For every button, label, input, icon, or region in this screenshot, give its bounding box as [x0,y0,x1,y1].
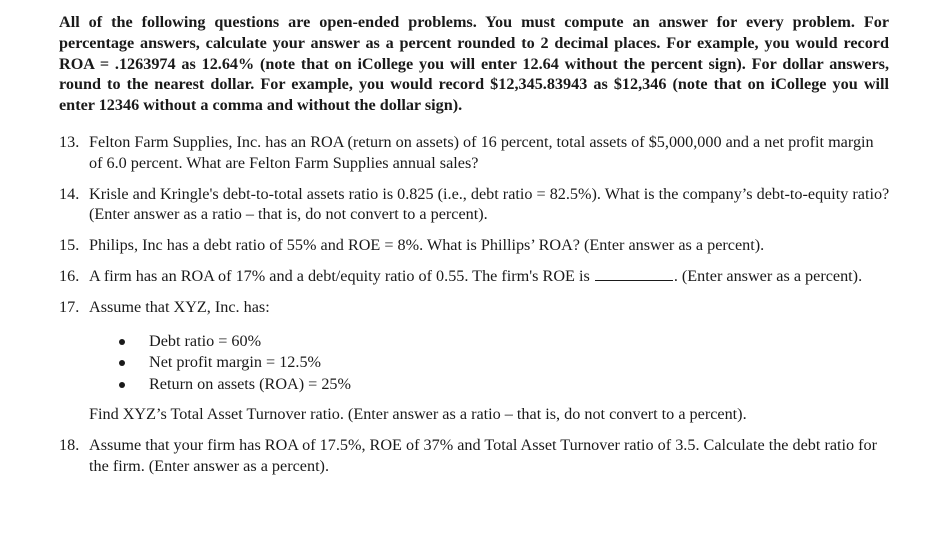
question-text-before-blank: A firm has an ROA of 17% and a debt/equity ratio of 0.55. The firm's ROE is [89,266,590,285]
question-text: Assume that your firm has ROA of 17.5%, ROE of 37% and Total Asset Turnover ratio of 3.5. Calculate the debt ratio for the firm. (Enter answer as a percent). [89,435,878,475]
question-text-after-blank: . (Enter answer as a percent). [673,266,863,285]
bullet-icon [119,360,125,366]
question-16 [59,266,890,287]
question-number: 18. [59,435,80,454]
question-text: Assume that XYZ, Inc. has: [89,297,270,316]
list-item [89,374,890,396]
list-item-text: Return on assets (ROA) = 25% [149,374,352,393]
list-item [89,352,890,374]
bullet-icon [119,339,125,345]
list-item-text: Net profit margin = 12.5% [149,353,322,372]
answer-blank [595,267,673,281]
question-number: 14. [59,184,80,203]
question-15 [59,235,890,256]
question-13 [59,132,890,174]
question-18 [59,435,890,477]
question-followup: Find XYZ’s Total Asset Turnover ratio. (Enter answer as a ratio – that is, do not convert to a percent). [89,405,747,424]
question-text: Felton Farm Supplies, Inc. has an ROA (return on assets) of 16 percent, total assets of $5,000,000 and a net profit margin of 6.0 percent. What are Felton Farm Supplies annual sales? [89,132,874,172]
question-number: 13. [59,132,80,151]
list-item [89,331,890,353]
question-number: 16. [59,266,80,285]
question-number: 15. [59,236,80,255]
question-14 [59,184,890,226]
instructions-text: All of the following questions are open-ended problems. You must compute an answer for every problem. For percentage answers, calculate your answer as a percent rounded to 2 decimal places. For example, you would record ROA = .1263974 as 12.64% (note that on iCollege you will enter 12.64 without the percent sign). For dollar answers, round to the nearest dollar. For example, you would record $12,345.83943 as $12,346 (note that on iCollege you will enter 12346 without a comma and without the dollar sign). [59,13,889,115]
question-17 [59,297,890,425]
question-number: 17. [59,297,80,316]
question-text: Philips, Inc has a debt ratio of 55% and ROE = 8%. What is Phillips’ ROA? (Enter answer as a percent). [89,236,765,255]
question-list [59,132,890,476]
bullet-icon [119,382,125,388]
given-values-list [89,331,890,396]
question-text-wrapper [89,266,890,287]
list-item-text: Debt ratio = 60% [149,331,262,350]
question-text: Krisle and Kringle's debt-to-total assets ratio is 0.825 (i.e., debt ratio = 82.5%). What is the company’s debt-to-equity ratio? (Enter answer as a ratio – that is, do not convert to a percent). [89,184,890,224]
instructions-paragraph [59,12,889,116]
